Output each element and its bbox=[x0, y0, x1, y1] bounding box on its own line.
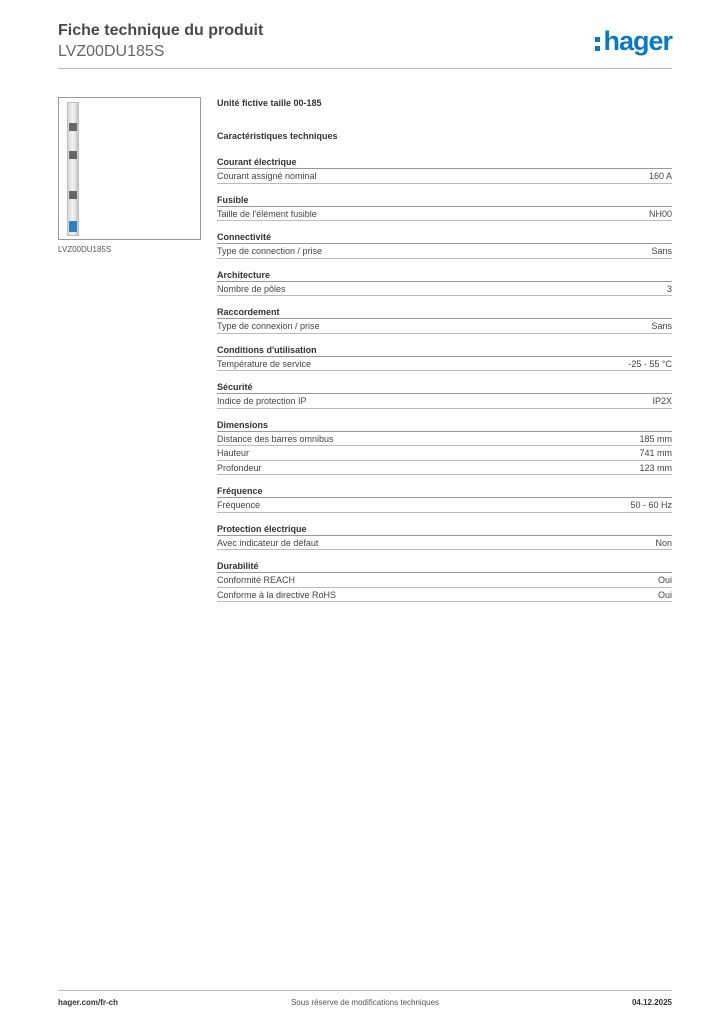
section-title: Fréquence bbox=[217, 485, 672, 498]
section-title: Conditions d'utilisation bbox=[217, 344, 672, 357]
spec-value: 123 mm bbox=[639, 462, 672, 473]
spec-section bbox=[217, 156, 672, 184]
spec-row bbox=[217, 207, 672, 222]
spec-value: 3 bbox=[666, 283, 672, 294]
spec-row bbox=[217, 357, 672, 372]
fuse-unit-icon bbox=[67, 102, 79, 236]
spec-row bbox=[217, 588, 672, 603]
header-divider bbox=[58, 68, 672, 69]
product-caption: LVZ00DU185S bbox=[58, 245, 112, 254]
section-title: Courant électrique bbox=[217, 156, 672, 169]
spec-value: Oui bbox=[657, 589, 672, 600]
footer-website: hager.com/fr-ch bbox=[58, 998, 119, 1007]
spec-row bbox=[217, 446, 672, 461]
product-image bbox=[58, 97, 201, 240]
spec-label: Hauteur bbox=[217, 448, 250, 458]
indicator-icon bbox=[69, 221, 77, 232]
section-title: Durabilité bbox=[217, 560, 672, 573]
spec-value: Sans bbox=[651, 246, 672, 256]
section-title: Fusible bbox=[217, 194, 672, 207]
product-reference: LVZ00DU185S bbox=[58, 43, 165, 60]
spec-label: Indice de protection IP bbox=[217, 396, 307, 406]
section-title: Raccordement bbox=[217, 306, 672, 319]
spec-label: Conformité REACH bbox=[217, 575, 296, 585]
spec-value: 741 mm bbox=[639, 448, 672, 458]
spec-section bbox=[217, 306, 672, 334]
spec-row bbox=[217, 461, 672, 476]
spec-label: Taille de l'élément fusible bbox=[217, 208, 317, 219]
logo-text: hager bbox=[603, 26, 672, 56]
spec-section bbox=[217, 194, 672, 222]
spec-value: 160 A bbox=[648, 171, 672, 181]
footer-date: 04.12.2025 bbox=[631, 998, 672, 1007]
logo-dots-icon bbox=[595, 35, 601, 51]
characteristics-title: Caractéristiques techniques bbox=[217, 131, 338, 141]
spec-value: -25 - 55 °C bbox=[628, 358, 672, 369]
spec-label: Température de service bbox=[217, 358, 312, 369]
spec-value: 185 mm bbox=[639, 433, 672, 444]
section-title: Dimensions bbox=[217, 419, 672, 432]
spec-value: Sans bbox=[651, 321, 672, 331]
spec-label: Conforme à la directive RoHS bbox=[217, 589, 337, 600]
page-header bbox=[58, 20, 672, 62]
spec-section bbox=[217, 344, 672, 372]
spec-row bbox=[217, 432, 672, 447]
spec-value: 50 - 60 Hz bbox=[630, 500, 672, 510]
spec-section bbox=[217, 269, 672, 297]
document-title: Fiche technique du produit bbox=[58, 22, 264, 39]
spec-label: Type de connection / prise bbox=[217, 246, 323, 256]
spec-label: Profondeur bbox=[217, 462, 262, 473]
footer-divider bbox=[58, 990, 672, 991]
spec-row bbox=[217, 244, 672, 259]
spec-value: NH00 bbox=[648, 208, 672, 219]
section-title: Protection électrique bbox=[217, 523, 672, 536]
fuse-contact-icon bbox=[69, 123, 77, 131]
characteristics-list bbox=[217, 156, 672, 612]
hager-logo bbox=[595, 26, 672, 57]
product-description: Unité fictive taille 00-185 bbox=[217, 98, 322, 108]
spec-label: Avec indicateur de défaut bbox=[217, 537, 319, 548]
section-title: Sécurité bbox=[217, 381, 672, 394]
fuse-contact-icon bbox=[69, 191, 77, 199]
spec-section bbox=[217, 419, 672, 476]
spec-row bbox=[217, 282, 672, 297]
spec-row bbox=[217, 319, 672, 334]
spec-section bbox=[217, 231, 672, 259]
fuse-contact-icon bbox=[69, 151, 77, 159]
spec-label: Nombre de pôles bbox=[217, 283, 286, 294]
spec-value: IP2X bbox=[652, 396, 672, 406]
spec-label: Type de connexion / prise bbox=[217, 321, 320, 331]
spec-label: Courant assigné nominal bbox=[217, 171, 317, 181]
footer-notice: Sous réserve de modifications techniques bbox=[290, 998, 440, 1007]
spec-row bbox=[217, 536, 672, 551]
section-title: Architecture bbox=[217, 269, 672, 282]
spec-section bbox=[217, 381, 672, 409]
spec-section bbox=[217, 523, 672, 551]
section-title: Connectivité bbox=[217, 231, 672, 244]
spec-value: Oui bbox=[657, 575, 672, 585]
spec-section bbox=[217, 560, 672, 602]
spec-section bbox=[217, 485, 672, 513]
spec-row bbox=[217, 169, 672, 184]
spec-row bbox=[217, 498, 672, 513]
spec-row bbox=[217, 394, 672, 409]
spec-row bbox=[217, 573, 672, 588]
spec-label: Distance des barres omnibus bbox=[217, 433, 334, 444]
spec-value: Non bbox=[655, 537, 672, 548]
spec-label: Fréquence bbox=[217, 500, 261, 510]
